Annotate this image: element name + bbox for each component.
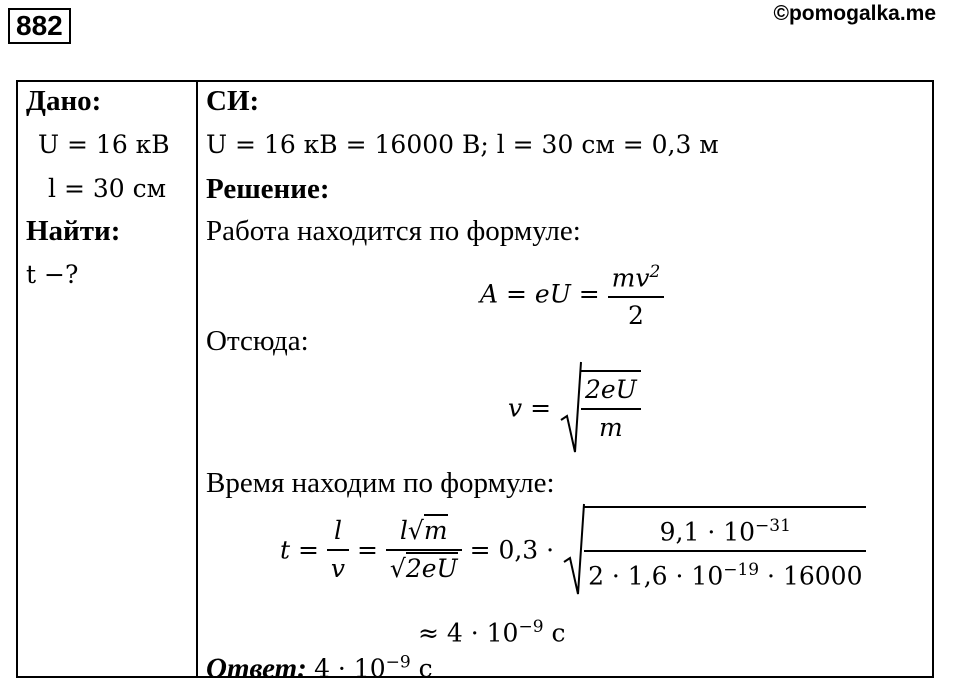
answer-value: 4 · 10 (314, 654, 386, 684)
result-value: ≈ 4 · 10 (418, 618, 519, 648)
formula-work-num: mv (611, 263, 650, 293)
formula-velocity-num: 2eU (581, 372, 641, 410)
given-column (18, 82, 198, 676)
frac2-den-sqrt: 2eU (405, 554, 458, 583)
solution-text-2: Отсюда: (206, 325, 309, 357)
formula-time-lhs: t = (280, 535, 319, 565)
answer-line (206, 646, 433, 686)
root-den-a: 2 · 1,6 · 10 (588, 561, 724, 591)
result-unit: с (543, 618, 566, 648)
find-item: t −? (26, 260, 79, 289)
formula-work-fraction (608, 254, 665, 334)
formula-work-den: 2 (627, 301, 644, 331)
frac2-num-sqrt: m (423, 516, 448, 545)
formula-time-result (418, 610, 565, 650)
formula-velocity-lhs: v = (508, 393, 552, 423)
given-voltage: U = 16 кВ (38, 130, 170, 159)
formula-time (280, 502, 866, 598)
formula-time-mid: = 0,3 · (469, 535, 555, 565)
formula-work (480, 254, 664, 334)
root-den-b: · 16000 (759, 561, 863, 591)
given-length: l = 30 см (48, 174, 167, 203)
site-watermark: ©pomogalka.me (773, 2, 936, 25)
solution-text-1: Работа находится по формуле: (206, 215, 581, 247)
answer-exp: −9 (385, 653, 411, 673)
formula-time-frac2: $\frac{l√m}{√2eU}$ (386, 513, 462, 587)
problem-number: 882 (8, 8, 71, 44)
solution-heading: Решение: (206, 173, 330, 205)
root-num: 9,1 · 10 (659, 517, 756, 546)
formula-velocity-den: m (599, 413, 623, 442)
si-line: U = 16 кВ = 16000 В; l = 30 см = 0,3 м (206, 130, 719, 159)
formula-time-frac1 (327, 513, 349, 587)
solution-text-3: Время находим по формуле: (206, 467, 555, 499)
result-exp: −9 (518, 617, 544, 637)
sqrt-velocity (559, 360, 641, 456)
answer-unit: с (410, 654, 433, 684)
given-heading: Дано: (26, 85, 102, 117)
frac2-num-l: l (399, 516, 408, 545)
formula-work-exp: 2 (649, 262, 661, 282)
frac1-num: l (327, 513, 349, 551)
formula-time-eq: = (356, 535, 378, 565)
answer-label: Ответ: (206, 652, 307, 685)
frac1-den: v (330, 554, 346, 583)
si-heading: СИ: (206, 85, 260, 117)
solution-column (198, 82, 932, 685)
formula-velocity (508, 360, 641, 456)
radical-sign-2 (562, 502, 586, 598)
root-den-exp: −19 (723, 560, 760, 580)
root-num-exp: −31 (755, 515, 791, 536)
solution-table (16, 80, 934, 685)
radical-sign (559, 360, 583, 456)
formula-work-lhs: A = eU = (480, 279, 600, 309)
sqrt-time (562, 502, 866, 598)
find-heading: Найти: (26, 215, 121, 247)
